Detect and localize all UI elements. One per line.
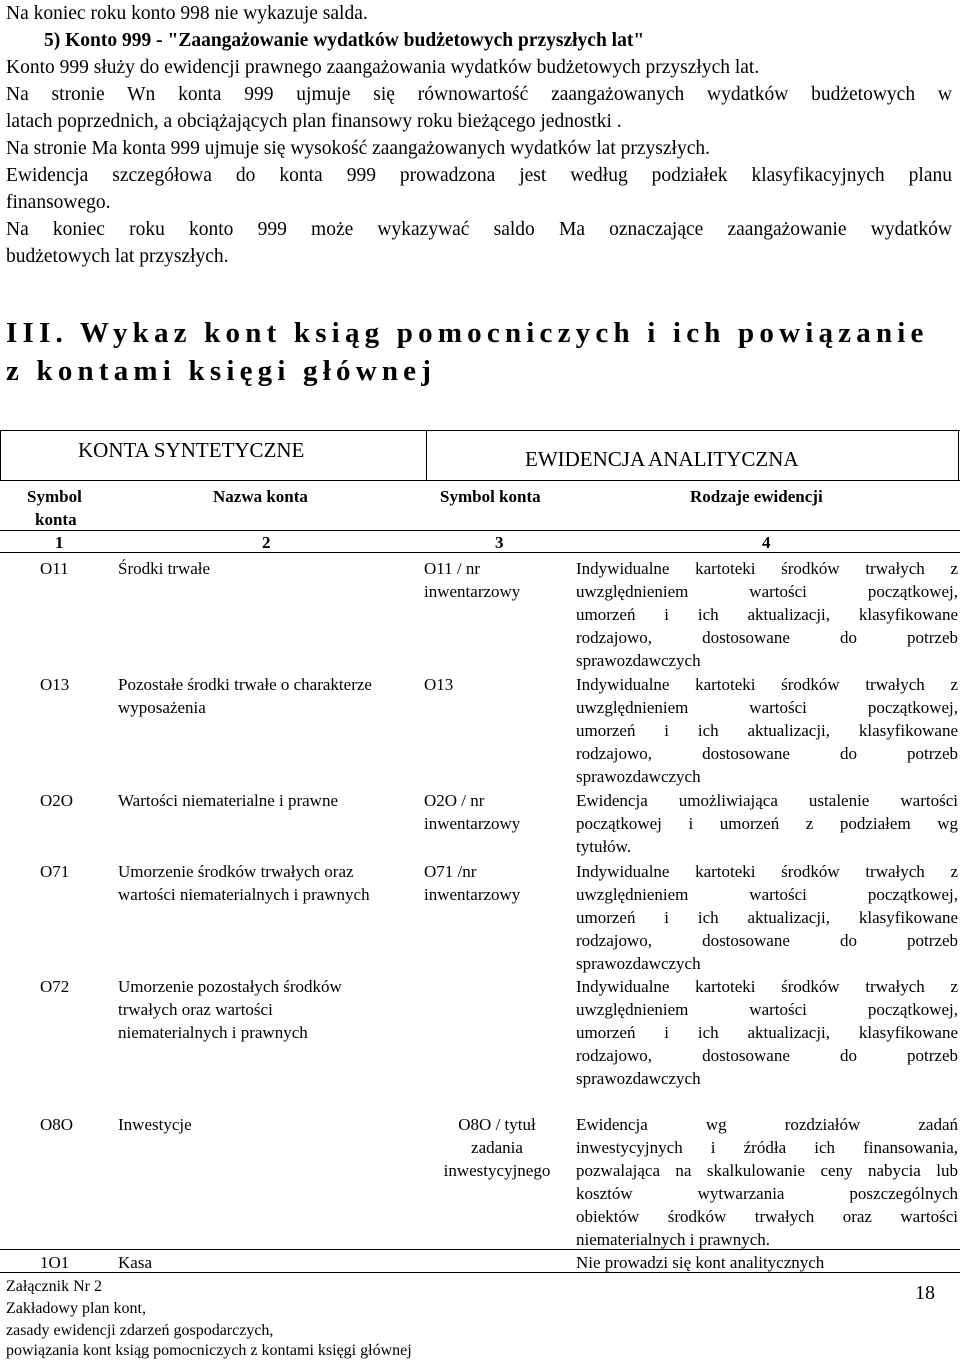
column-header-symbol-cont: konta [35, 510, 77, 529]
cell-line: Kasa [118, 1253, 152, 1272]
cell-line: Wartości niematerialne i prawne [118, 791, 339, 810]
cell-line: uwzględnieniem wartości początkowej, [576, 582, 958, 601]
cell-line: niematerialnych i prawnych. [576, 1230, 771, 1249]
column-header-symbol: Symbol [27, 487, 82, 506]
text-line: Na koniec roku konto 998 nie wykazuje salda. [6, 3, 368, 24]
column-header-analytic-symbol: Symbol konta [440, 487, 541, 506]
table-cell-symbol: O13 [40, 675, 70, 694]
cell-line: uwzględnieniem wartości początkowej, [576, 698, 958, 717]
cell-line: Ewidencja wg rozdziałów zadań [576, 1115, 958, 1134]
section-heading-cont: z kontami księgi głównej [6, 355, 437, 387]
cell-line: Środki trwałe [118, 559, 211, 578]
cell-line: uwzględnieniem wartości początkowej, [576, 1000, 958, 1019]
table-number-row-top [0, 530, 960, 531]
cell-line: inwentarzowy [424, 885, 521, 904]
cell-line: inwentarzowy [424, 582, 521, 601]
table-cell-analytic-symbol [424, 673, 453, 696]
table-border-middle [426, 430, 427, 480]
table-border-left [0, 430, 1, 480]
cell-line: obiektów środków trwałych oraz wartości [576, 1207, 958, 1226]
cell-line: wartości niematerialnych i prawnych [118, 885, 370, 904]
cell-line: niematerialnych i prawnych [118, 1023, 308, 1042]
table-cell-description [576, 1113, 958, 1251]
cell-line: inwestycyjnego [443, 1161, 551, 1180]
cell-line: rodzajowo, dostosowane do potrzeb [576, 1046, 958, 1065]
subsection-title: 5) Konto 999 - "Zaangażowanie wydatków budżetowych przyszłych lat" [44, 30, 645, 51]
cell-line: Inwestycje [118, 1115, 192, 1134]
column-number: 4 [762, 533, 771, 552]
table-border-top [0, 430, 960, 431]
text-line: Na koniec roku konto 999 może wykazywać saldo Ma oznaczające zaangażowanie wydatków [6, 219, 952, 240]
cell-line: tytułów. [576, 837, 632, 856]
footer-line: Załącznik Nr 2 [6, 1278, 102, 1295]
cell-line: wyposażenia [118, 698, 206, 717]
text-line: Na stronie Ma konta 999 ujmuje się wysokość zaangażowanych wydatków lat przyszłych. [6, 138, 710, 159]
column-header-name: Nazwa konta [213, 487, 308, 506]
column-number: 2 [262, 533, 271, 552]
cell-line: Indywidualne kartoteki środków trwałych z [576, 977, 958, 996]
cell-line: inwestycyjnych i źródła ich finansowania, [576, 1138, 958, 1157]
table-cell-name [118, 789, 338, 812]
table-cell-symbol: 1O1 [40, 1253, 70, 1272]
text-line: Na stronie Wn konta 999 ujmuje się równowartość zaangażowanych wydatków budżetowych w [6, 84, 952, 105]
cell-line: uwzględnieniem wartości początkowej, [576, 885, 958, 904]
cell-line: trwałych oraz wartości [118, 1000, 273, 1019]
cell-line: sprawozdawczych [576, 954, 701, 973]
column-header-record-types: Rodzaje ewidencji [690, 487, 823, 506]
table-cell-name [118, 860, 370, 906]
cell-line: O2O / nr [424, 791, 485, 810]
cell-line: O71 /nr [424, 862, 477, 881]
cell-line: sprawozdawczych [576, 651, 701, 670]
cell-line: rodzajowo, dostosowane do potrzeb [576, 744, 958, 763]
cell-line: sprawozdawczych [576, 767, 701, 786]
cell-line: rodzajowo, dostosowane do potrzeb [576, 628, 958, 647]
table-cell-analytic-symbol [424, 557, 520, 603]
section-heading: III. Wykaz kont ksiąg pomocniczych i ich powiązanie [6, 317, 929, 349]
table-cell-description [576, 860, 958, 975]
cell-line: Indywidualne kartoteki środków trwałych z [576, 862, 958, 881]
cell-line: Umorzenie pozostałych środków [118, 977, 342, 996]
cell-line: O13 [424, 675, 454, 694]
table-cell-description [576, 673, 958, 788]
table-border-right [958, 430, 959, 480]
cell-line: Indywidualne kartoteki środków trwałych z [576, 675, 958, 694]
text-line: Ewidencja szczegółowa do konta 999 prowadzona jest według podziałek klasyfikacyjnych planu [6, 165, 952, 186]
cell-line: Pozostałe środki trwałe o charakterze [118, 675, 372, 694]
table-cell-description [576, 557, 958, 672]
column-number: 3 [495, 533, 504, 552]
table-cell-name [118, 557, 210, 580]
footer-line: Zakładowy plan kont, [6, 1300, 146, 1317]
cell-line: Umorzenie środków trwałych oraz [118, 862, 354, 881]
group-header-synthetic: KONTA SYNTETYCZNE [78, 438, 305, 462]
cell-line: Indywidualne kartoteki środków trwałych z [576, 559, 958, 578]
table-cell-analytic-symbol [424, 1113, 570, 1182]
cell-line: umorzeń i ich aktualizacji, klasyfikowane [576, 1023, 958, 1042]
table-header-divider [0, 480, 960, 481]
cell-line: umorzeń i ich aktualizacji, klasyfikowane [576, 908, 958, 927]
group-header-analytic: EWIDENCJA ANALITYCZNA [525, 447, 799, 471]
text-line: budżetowych lat przyszłych. [6, 246, 229, 267]
cell-line: O11 / nr [424, 559, 481, 578]
cell-line: umorzeń i ich aktualizacji, klasyfikowane [576, 721, 958, 740]
footer-line: powiązania kont ksiąg pomocniczych z kontami księgi głównej [6, 1342, 412, 1359]
cell-line: Ewidencja umożliwiająca ustalenie wartości [576, 791, 958, 810]
cell-line: inwentarzowy [424, 814, 521, 833]
table-cell-analytic-symbol [424, 860, 520, 906]
table-cell-name [118, 673, 372, 719]
cell-line: rodzajowo, dostosowane do potrzeb [576, 931, 958, 950]
table-cell-symbol: O8O [40, 1115, 74, 1134]
text-line: latach poprzednich, a obciążających plan finansowy roku bieżącego jednostki . [6, 111, 622, 132]
cell-line: umorzeń i ich aktualizacji, klasyfikowane [576, 605, 958, 624]
cell-line: pozwalająca na skalkulowanie ceny nabycia lub [576, 1161, 958, 1180]
cell-line: O8O / tytuł [458, 1115, 536, 1134]
text-line: finansowego. [6, 192, 111, 213]
table-cell-symbol: O2O [40, 791, 74, 810]
cell-line: zadania [471, 1138, 523, 1157]
cell-line: Nie prowadzi się kont analitycznych [576, 1253, 825, 1272]
table-cell-description [576, 789, 958, 858]
footer-line: zasady ewidencji zdarzeń gospodarczych, [6, 1322, 274, 1339]
text-line: Konto 999 służy do ewidencji prawnego zaangażowania wydatków budżetowych przyszłych lat. [6, 57, 760, 78]
table-cell-name [118, 1113, 192, 1136]
page-number: 18 [915, 1282, 935, 1304]
cell-line: kosztów wytwarzania poszczególnych [576, 1184, 958, 1203]
cell-line: początkowej i umorzeń z podziałem wg [576, 814, 958, 833]
table-cell-name [118, 975, 342, 1044]
table-cell-analytic-symbol [424, 789, 520, 835]
column-number: 1 [55, 533, 64, 552]
table-cell-symbol: O72 [40, 977, 70, 996]
table-cell-symbol: O71 [40, 862, 70, 881]
table-cell-symbol: O11 [40, 559, 69, 578]
table-cell-description [576, 1251, 824, 1274]
cell-line: sprawozdawczych [576, 1069, 701, 1088]
table-cell-description [576, 975, 958, 1090]
table-cell-name [118, 1251, 152, 1274]
table-number-row-bottom [0, 552, 960, 553]
